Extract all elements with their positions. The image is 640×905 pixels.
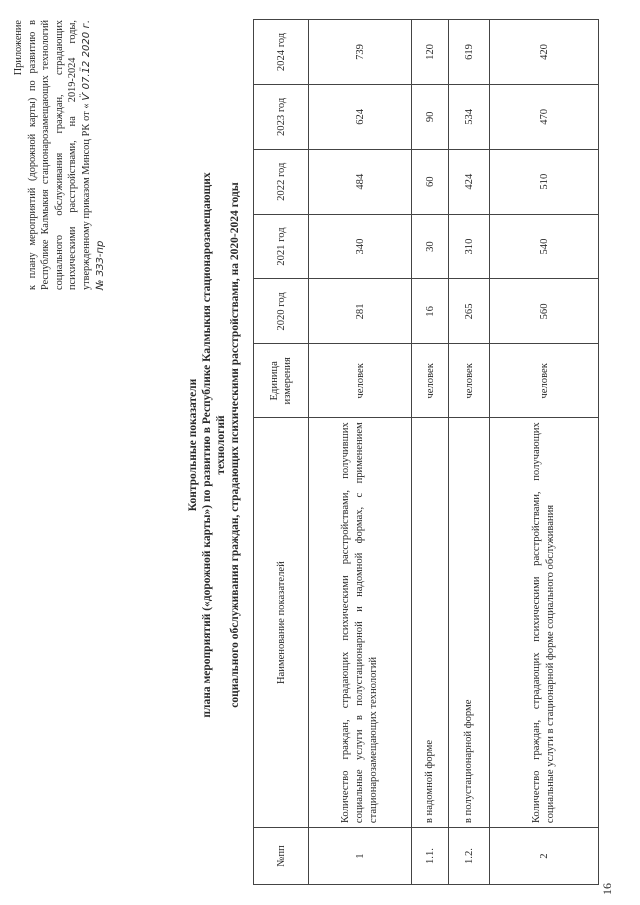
- appendix-body: [26, 20, 108, 290]
- table-row: [309, 20, 412, 885]
- row-unit: человек: [449, 344, 490, 418]
- row-unit: человек: [490, 344, 599, 418]
- row-value-2022: 484: [309, 149, 412, 214]
- row-name: в надомной форме: [412, 418, 449, 828]
- row-value-2024: 739: [309, 20, 412, 85]
- row-value-2023: 624: [309, 84, 412, 149]
- appendix-block: [12, 20, 107, 290]
- row-name: Количество граждан, страдающих психическими расстройствами, получивших социальные услуги в полустационарной и надомной формах, с применением стационарозамещающих технологий: [309, 418, 412, 828]
- row-value-2020: 16: [412, 279, 449, 344]
- table-row: [412, 20, 449, 885]
- row-num: 1.1.: [412, 828, 449, 885]
- row-value-2020: 281: [309, 279, 412, 344]
- header-year-2020: 2020 год: [254, 279, 309, 344]
- header-name: Наименование показателей: [254, 418, 309, 828]
- appendix-date-field: «: [80, 103, 92, 109]
- row-unit: человек: [412, 344, 449, 418]
- indicators-table: [253, 19, 599, 885]
- heading-line-2: плана мероприятий («дорожной карты») по развитию в Республике Калмыкия стационарозамещающих технологий: [201, 172, 227, 718]
- appendix-title: Приложение: [13, 20, 24, 76]
- handwritten-signature: Ѵ̈ 07.1̈2 2020 г. № ЗЗЗ-пр: [80, 19, 106, 290]
- row-value-2022: 424: [449, 149, 490, 214]
- row-value-2023: 90: [412, 84, 449, 149]
- row-value-2021: 540: [490, 214, 599, 279]
- row-value-2021: 30: [412, 214, 449, 279]
- row-value-2021: 310: [449, 214, 490, 279]
- header-num: №пп: [254, 828, 309, 885]
- header-unit: Единица измерения: [254, 344, 309, 418]
- row-unit: человек: [309, 344, 412, 418]
- row-value-2020: 560: [490, 279, 599, 344]
- heading-line-1: Контрольные показатели: [187, 378, 199, 512]
- row-value-2024: 120: [412, 20, 449, 85]
- row-value-2022: 510: [490, 149, 599, 214]
- row-value-2021: 340: [309, 214, 412, 279]
- heading-line-3: социального обслуживания граждан, страдающих психическими расстройствами, на 2020-2024 годы: [229, 182, 241, 708]
- table-row: [490, 20, 599, 885]
- row-num: 2: [490, 828, 599, 885]
- row-num: 1: [309, 828, 412, 885]
- header-year-2024: 2024 год: [254, 20, 309, 85]
- header-year-2023: 2023 год: [254, 84, 309, 149]
- table-row: [449, 20, 490, 885]
- header-year-2022: 2022 год: [254, 149, 309, 214]
- table-header-row: [254, 20, 309, 885]
- row-value-2024: 420: [490, 20, 599, 85]
- row-value-2023: 470: [490, 84, 599, 149]
- header-year-2021: 2021 год: [254, 214, 309, 279]
- row-num: 1.2.: [449, 828, 490, 885]
- row-value-2022: 60: [412, 149, 449, 214]
- row-value-2024: 619: [449, 20, 490, 85]
- row-name: в полустационарной форме: [449, 418, 490, 828]
- appendix-text: к плану мероприятий (дорожной карты) по развитию в Республике Калмыкия стационарозамещающих технологий социального обслуживания граждан, страдающих психическими расстройствами, на 2019-2024 годы, утвержденному приказом Минсоц РК от: [26, 20, 92, 290]
- row-name: Количество граждан, страдающих психическими расстройствами, получающих социальные услуги в стационарной форме социального обслуживания: [490, 418, 599, 828]
- page-number: 16: [600, 883, 614, 895]
- row-value-2020: 265: [449, 279, 490, 344]
- row-value-2023: 534: [449, 84, 490, 149]
- document-heading: [186, 165, 242, 725]
